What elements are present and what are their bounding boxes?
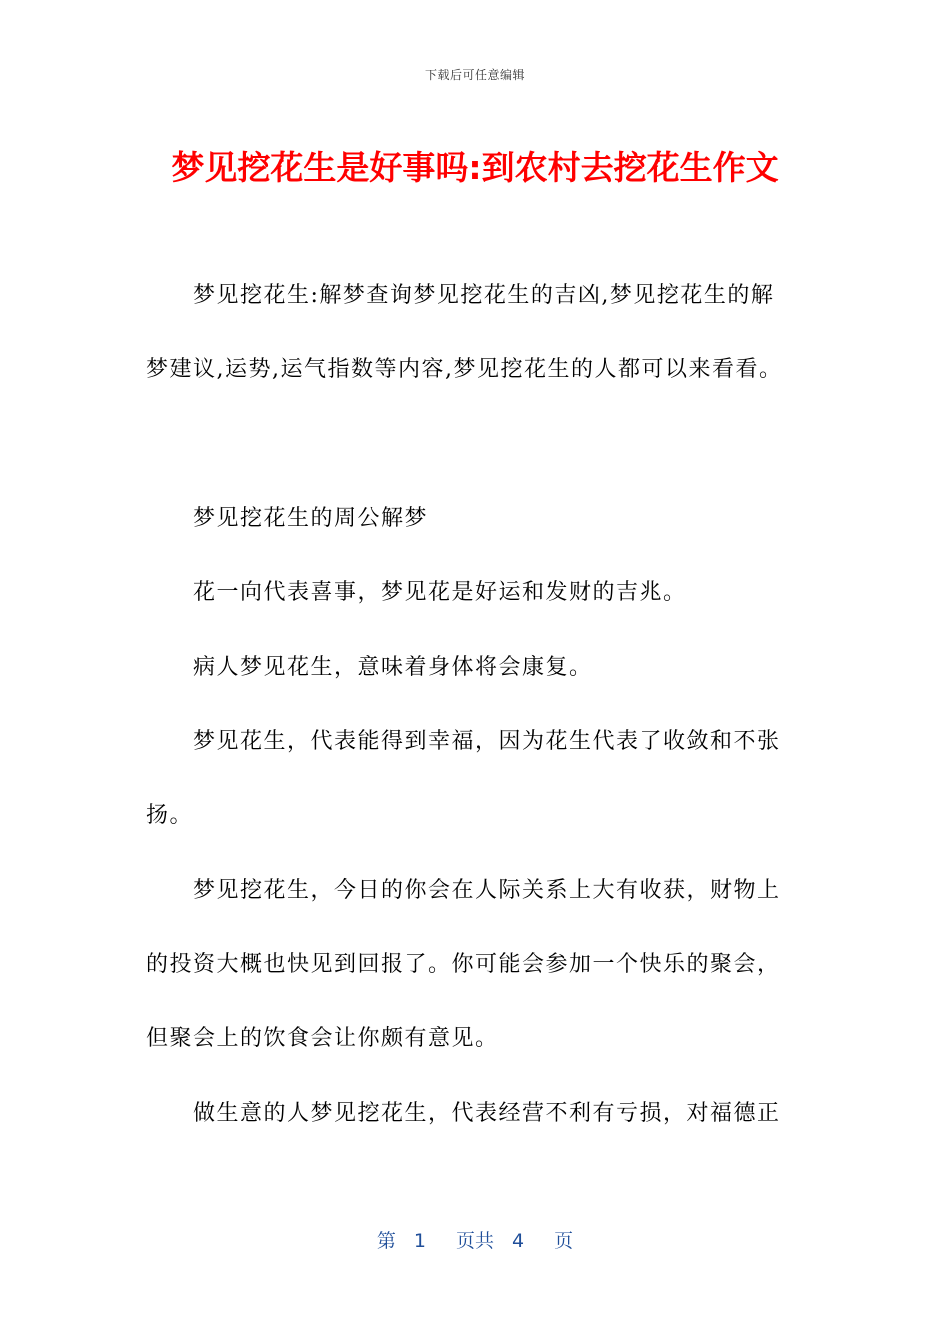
paragraph-line: 花一向代表喜事，梦见花是好运和发财的吉兆。 — [193, 580, 687, 605]
header-note: 下载后可任意编辑 — [424, 68, 525, 82]
paragraph-line: 梦见挖花生，今日的你会在人际关系上大有收获，财物上 — [193, 878, 781, 903]
footer-prefix: 第 — [376, 1230, 396, 1252]
footer-suffix: 页 — [554, 1230, 574, 1252]
paragraph-line: 扬。 — [146, 803, 194, 828]
section-heading: 梦见挖花生的周公解梦 — [193, 506, 429, 531]
footer-middle: 页共 — [455, 1230, 494, 1252]
paragraph-line: 做生意的人梦见挖花生，代表经营不利有亏损，对福德正 — [193, 1101, 781, 1126]
footer-total-pages: 4 — [512, 1230, 525, 1252]
paragraph-line: 梦见挖花生:解梦查询梦见挖花生的吉凶,梦见挖花生的解 — [193, 283, 775, 308]
paragraph-line: 病人梦见花生，意味着身体将会康复。 — [193, 655, 593, 680]
footer-page-number: 1 — [413, 1230, 426, 1252]
page-footer — [0, 1226, 950, 1253]
paragraph-line: 梦建议,运势,运气指数等内容,梦见挖花生的人都可以来看看。 — [146, 357, 783, 382]
document-title: 梦见挖花生是好事吗:到农村去挖花生作文 — [171, 148, 779, 187]
paragraph-line: 梦见花生，代表能得到幸福，因为花生代表了收敛和不张 — [193, 729, 781, 754]
paragraph-line: 但聚会上的饮食会让你颇有意见。 — [146, 1026, 499, 1051]
paragraph-line: 的投资大概也快见到回报了。你可能会参加一个快乐的聚会， — [146, 952, 781, 977]
